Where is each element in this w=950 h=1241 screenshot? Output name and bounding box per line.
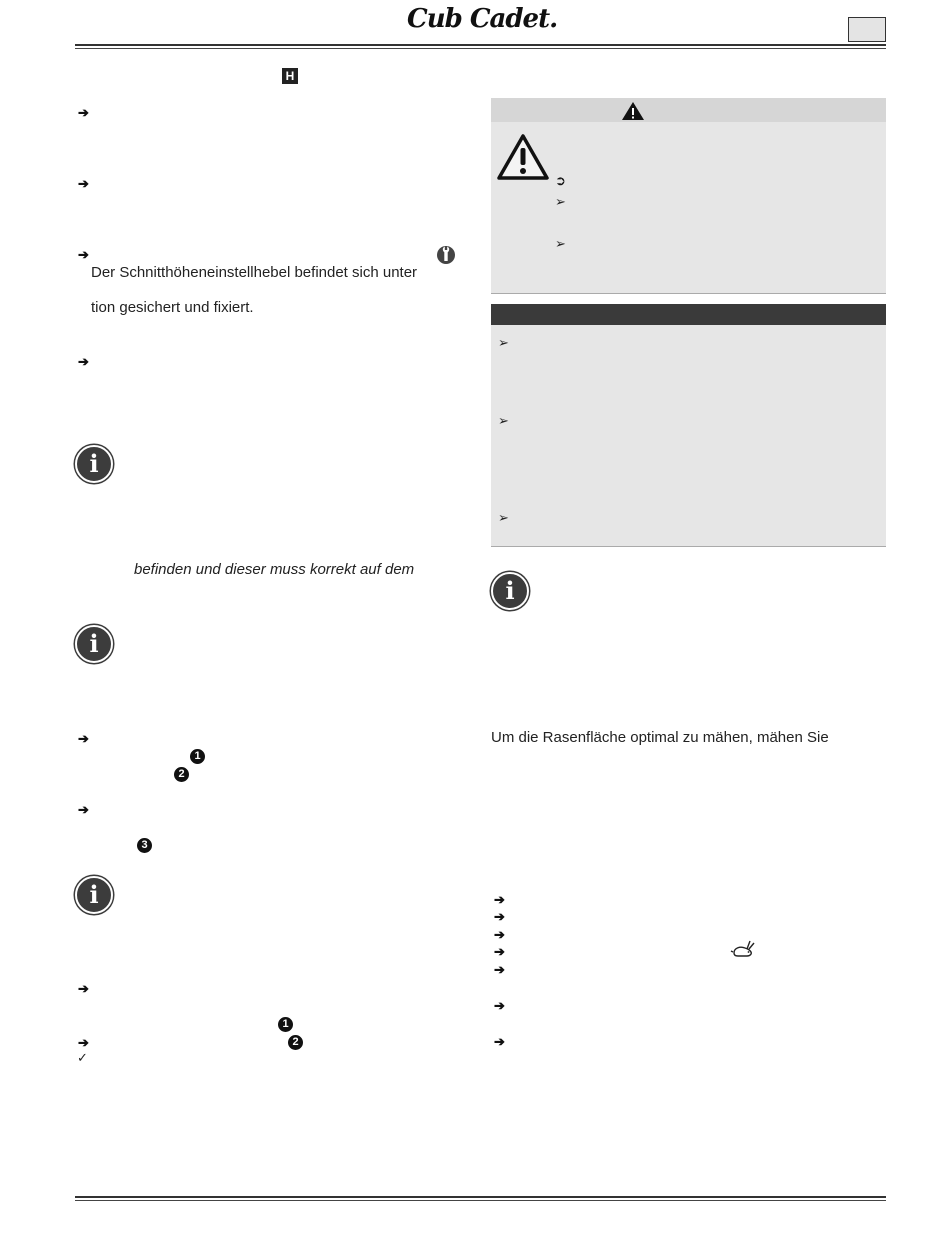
brand-logo xyxy=(395,2,580,38)
brand-logo-text: Cub Cadet. xyxy=(407,4,558,34)
arrow-icon: ➔ xyxy=(78,802,89,817)
mow-text: Um die Rasenfläche optimal zu mähen, mähen Sie xyxy=(491,729,829,746)
chevron-icon: ➢ xyxy=(555,194,566,209)
chevron-icon: ➢ xyxy=(498,510,509,525)
warning-box xyxy=(491,98,886,294)
note-header-bar xyxy=(491,304,886,325)
arrow-icon: ➔ xyxy=(78,731,89,746)
arrow-icon: ➔ xyxy=(494,892,505,907)
section-marker: H xyxy=(282,68,298,84)
info-icon: i xyxy=(75,445,113,483)
step-number-2: 2 xyxy=(174,767,189,782)
arrow-icon: ➔ xyxy=(78,247,89,262)
step-number-1: 1 xyxy=(278,1017,293,1032)
step-number-2: 2 xyxy=(288,1035,303,1050)
arrow-icon: ➔ xyxy=(494,927,505,942)
info-icon: i xyxy=(75,625,113,663)
header-rule-top xyxy=(75,44,886,46)
step-number-1: 1 xyxy=(190,749,205,764)
arrow-icon: ➔ xyxy=(494,944,505,959)
arrow-icon: ➔ xyxy=(494,998,505,1013)
arrow-icon: ➔ xyxy=(78,176,89,191)
note-box xyxy=(491,304,886,547)
lever-text: Der Schnitthöheneinstellhebel befindet sich unter xyxy=(91,264,418,281)
info-icon: i xyxy=(491,572,529,610)
secured-text: tion gesichert und fixiert. xyxy=(91,299,254,316)
language-box xyxy=(848,17,886,42)
footer-rule-bottom xyxy=(75,1200,886,1201)
warning-large-icon xyxy=(497,134,549,180)
info-icon: i xyxy=(75,876,113,914)
arrow-icon: ➔ xyxy=(494,1034,505,1049)
arrow-icon: ➔ xyxy=(494,962,505,977)
circled-arrow-icon: ➲ xyxy=(555,173,566,188)
rabbit-icon xyxy=(730,938,756,960)
arrow-icon: ➔ xyxy=(494,909,505,924)
arrow-icon: ➔ xyxy=(78,1035,89,1050)
chevron-icon: ➢ xyxy=(498,335,509,350)
footer-rule-top xyxy=(75,1196,886,1198)
italic-note-text: befinden und dieser muss korrekt auf dem xyxy=(134,561,415,578)
wrench-icon xyxy=(436,245,456,265)
step-number-3: 3 xyxy=(137,838,152,853)
arrow-icon: ➔ xyxy=(78,105,89,120)
arrow-icon: ➔ xyxy=(78,354,89,369)
warning-header-bar xyxy=(491,98,886,122)
warning-small-icon xyxy=(621,101,645,121)
chevron-icon: ➢ xyxy=(555,236,566,251)
chevron-icon: ➢ xyxy=(498,413,509,428)
header-rule-bottom xyxy=(75,48,886,49)
arrow-icon: ➔ xyxy=(78,981,89,996)
check-icon: ✓ xyxy=(77,1050,88,1065)
